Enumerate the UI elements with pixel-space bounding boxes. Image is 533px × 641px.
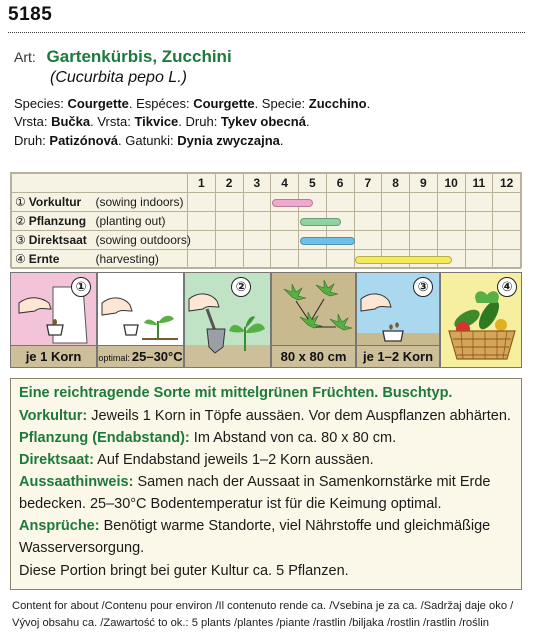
temperature-label: 25–30°C <box>131 349 183 364</box>
month-header: 5 <box>299 174 327 193</box>
step-number: ② <box>15 214 26 228</box>
calendar-row-english: (sowing outdoors) <box>94 231 188 250</box>
calendar-row-label <box>12 250 94 269</box>
calendar-row-english: (planting out) <box>94 212 188 231</box>
calendar-row-label <box>12 212 94 231</box>
ansprueche-label: Ansprüche: <box>19 518 100 534</box>
aussaat-line-2: bedecken. 25–30°C Bodentemperatur ist für die Keimung optimal. <box>19 496 442 512</box>
ansprueche-line-1 <box>19 516 513 537</box>
portion-line: Diese Portion bringt bei guter Kultur ca. 5 Pflanzen. <box>19 563 349 579</box>
calendar-period-bar <box>300 237 356 245</box>
aussaat-line-1 <box>19 472 513 493</box>
step-number: ① <box>15 195 26 209</box>
title-row <box>14 47 232 67</box>
calendar-row-label <box>12 193 94 212</box>
species-name: Courgette <box>67 96 129 111</box>
species-label: . Espéces: <box>128 96 194 111</box>
month-header: 4 <box>271 174 299 193</box>
ansprueche-line-2: Wasserversorgung. <box>19 540 145 556</box>
species-line-3 <box>14 133 284 148</box>
month-header: 1 <box>188 174 216 193</box>
pflanzung-label: Pflanzung (Endabstand): <box>19 430 190 446</box>
panel-caption: je 1 Korn <box>11 345 96 367</box>
direktsaat-line <box>19 450 513 471</box>
panel-planting-out <box>184 272 271 368</box>
panel-harvest <box>440 272 522 368</box>
step-name: Ernte <box>28 252 60 266</box>
pflanzung-text: Im Abstand von ca. 80 x 80 cm. <box>189 430 397 446</box>
plant-name: Gartenkürbis, Zucchini <box>46 47 232 66</box>
species-name: Tikvice <box>134 114 179 129</box>
species-name: Courgette <box>193 96 255 111</box>
calendar-corner <box>12 174 188 193</box>
species-name: Bučka <box>51 114 91 129</box>
vorkultur-line <box>19 406 513 427</box>
description-box <box>10 378 522 590</box>
ansprueche-text-1: Benötigt warme Standorte, viel Nährstoffe und gleichmäßige <box>99 518 491 534</box>
month-header: 2 <box>215 174 243 193</box>
month-header: 8 <box>382 174 410 193</box>
sowing-calendar <box>10 172 522 268</box>
step-number: ④ <box>15 252 26 266</box>
month-header: 9 <box>410 174 438 193</box>
trowel-planting-illustration <box>185 273 271 368</box>
species-name: Zucchino <box>308 96 367 111</box>
calendar-row-label <box>12 231 94 250</box>
calendar-row-english: (harvesting) <box>94 250 188 269</box>
species-label: . Druh: <box>178 114 221 129</box>
month-header: 12 <box>493 174 521 193</box>
step-circle: ④ <box>497 277 517 297</box>
calendar-period-bar <box>355 256 452 264</box>
species-label: . <box>366 96 371 111</box>
instruction-panels <box>10 272 522 368</box>
month-header: 7 <box>354 174 382 193</box>
species-label: . Vrsta: <box>90 114 135 129</box>
step-number: ③ <box>15 233 26 247</box>
top-divider <box>8 32 525 33</box>
panel-sowing-indoors <box>10 272 97 368</box>
step-name: Vorkultur <box>28 195 82 209</box>
species-line-1 <box>14 96 370 111</box>
panel-direct-sowing <box>356 272 440 368</box>
calendar-period-bar <box>272 199 314 207</box>
month-header: 10 <box>437 174 465 193</box>
step-name: Direktsaat <box>28 233 87 247</box>
step-circle: ③ <box>413 277 433 297</box>
panel-caption <box>98 345 183 367</box>
month-header: 11 <box>465 174 493 193</box>
species-name: Dynia zwyczajna <box>177 133 280 148</box>
product-code: 5185 <box>8 4 53 25</box>
optimal-prefix: optimal: <box>98 353 130 363</box>
aussaat-label: Aussaathinweis: <box>19 474 134 490</box>
species-label: Druh: <box>14 133 50 148</box>
species-label: Vrsta: <box>14 114 52 129</box>
panel-caption: 80 x 80 cm <box>272 345 355 367</box>
art-label: Art: <box>14 49 36 65</box>
species-label: Species: <box>14 96 68 111</box>
species-name: Tykev obecná <box>220 114 306 129</box>
seedling-hand-illustration <box>98 273 184 347</box>
month-header: 3 <box>243 174 271 193</box>
variety-headline: Eine reichtragende Sorte mit mittelgrünen Früchten. Buschtyp. <box>19 385 453 401</box>
direktsaat-label: Direktsaat: <box>19 452 94 468</box>
direktsaat-text: Auf Endabstand jeweils 1–2 Korn aussäen. <box>93 452 374 468</box>
calendar-row-english: (sowing indoors) <box>94 193 188 212</box>
footer-line-1: Content for about /Contenu pour environ /Il contenuto rende ca. /Vsebina je za ca. /Sadržaj daje oko / <box>12 600 514 612</box>
step-circle: ① <box>71 277 91 297</box>
plant-spacing-illustration <box>272 273 356 347</box>
month-header: 6 <box>326 174 354 193</box>
calendar-row-direktsaat <box>12 231 521 250</box>
panel-caption: je 1–2 Korn <box>357 345 439 367</box>
species-line-2 <box>14 114 310 129</box>
footer-line-2: Vývoj obsahu ca. /Zawartość to ok.: 5 plants /plantes /piante /rastlin /biljaka /rostlin /rastlin /roślin <box>12 617 489 629</box>
species-label: . Specie: <box>254 96 309 111</box>
species-label: . Gatunki: <box>118 133 178 148</box>
panel-germination <box>97 272 184 368</box>
aussaat-text-1: Samen nach der Aussaat in Samenkornstärke mit Erde <box>133 474 491 490</box>
pflanzung-line <box>19 428 513 449</box>
calendar-month-row <box>12 174 521 193</box>
species-label: . <box>305 114 310 129</box>
panel-spacing <box>271 272 356 368</box>
vorkultur-label: Vorkultur: <box>19 408 88 424</box>
species-label: . <box>279 133 284 148</box>
calendar-row-pflanzung <box>12 212 521 231</box>
step-name: Pflanzung <box>28 214 87 228</box>
step-circle: ② <box>231 277 251 297</box>
calendar-row-vorkultur <box>12 193 521 212</box>
latin-name: (Cucurbita pepo L.) <box>50 69 187 86</box>
species-name: Patizónová <box>49 133 119 148</box>
calendar-period-bar <box>300 218 342 226</box>
vorkultur-text: Jeweils 1 Korn in Töpfe aussäen. Vor dem Auspflanzen abhärten. <box>87 408 511 424</box>
